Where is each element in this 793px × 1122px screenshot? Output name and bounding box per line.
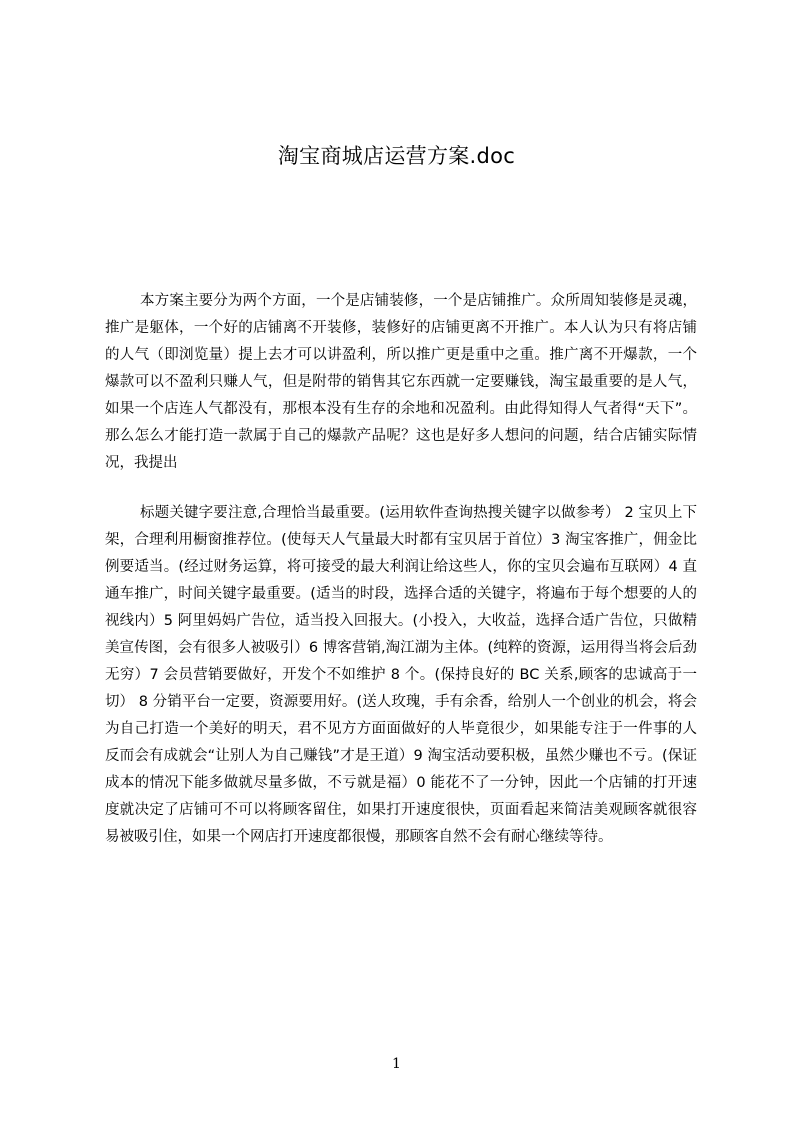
intro-paragraph: 本方案主要分为两个方面，一个是店铺装修，一个是店铺推广。众所周知装修是灵魂，推广是躯体，一个好的店铺离不开装修，装修好的店铺更离不开推广。本人认为只有将店铺的人气（即浏览量）提上去才可以讲盈利，所以推广更是重中之重。推广离不开爆款，一个爆款可以不盈利只赚人气，但是附带的销售其它东西就一定要赚钱，淘宝最重要的是人气，如果一个店连人气都没有，那根本没有生存的余地和况盈利。由此得知得人气者得“天下”。那么怎么才能打造一款属于自己的爆款产品呢？这也是好多人想问的问题，结合店铺实际情况，我提出	[105, 293, 697, 471]
tips-paragraph: 标题关键字要注意,合理恰当最重要。(运用软件查询热搜关键字以做参考） 2 宝贝上下架，合理利用橱窗推荐位。(使每天人气量最大时都有宝贝居于首位）3 淘宝客推广，佣金比例要适当。(经过财务运算，将可接受的最大利润让给这些人，你的宝贝会遍布互联网）4 直通车推广，时间关键字最重要。(适当的时段，选择合适的关键字，将遍布于每个想要的人的视线内）5 阿里妈妈广告位，适当投入回报大。(小投入，大收益，选择合适广告位，只做精美宣传图，会有很多人被吸引）6 博客营销,淘江湖为主体。(纯粹的资源，运用得当将会后劲无穷）7 会员营销要做好，开发个不如维护 8 个。(保持良好的 BC 关系,顾客的忠诚高于一切） 8 分销平台一定要，资源要用好。(送人玫瑰，手有余香，给别人一个创业的机会，将会为自己打造一个美好的明天，君不见方方面面做好的人毕竟很少，如果能专注于一件事的人反而会有成就会“让别人为自己赚钱”才是王道）9 淘宝活动要积极，虽然少赚也不亏。(保证成本的情况下能多做就尽量多做，不亏就是福）0 能花不了一分钟，因此一个店铺的打开速度就决定了店铺可不可以将顾客留住，如果打开速度很快，页面看起来简洁美观顾客就很容易被吸引住，如果一个网店打开速度都很慢，那顾客自然不会有耐心继续等待。	[105, 505, 697, 845]
page-number: 1	[392, 1056, 401, 1072]
document-title: 淘宝商城店运营方案.doc	[277, 144, 516, 168]
